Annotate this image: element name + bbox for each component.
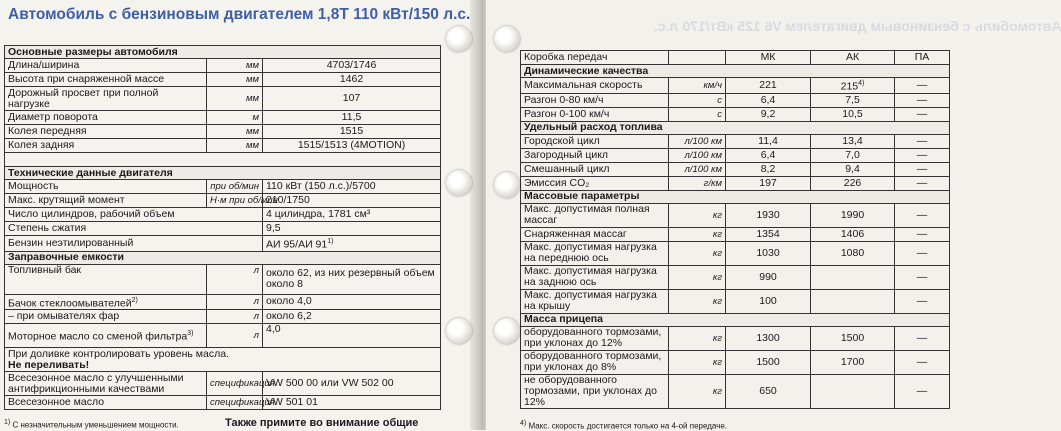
binder-hole — [494, 318, 520, 344]
section-header: Масса прицепа — [521, 313, 950, 326]
table-row: – при омывателях фар л около 6,2 — [5, 310, 441, 324]
table-row: Топливный бак л около 62, из них резервный объем около 8 — [5, 264, 441, 294]
table-row: Колея передняя мм 1515 — [5, 125, 441, 139]
table-row: Колея задняя мм 1515/1513 (4MOTION) — [5, 139, 441, 153]
bottom-text: Также примите во внимание общие — [225, 417, 419, 429]
table-row: Максимальная скорость км/ч 221 215$^{4)}$ — — [521, 78, 950, 94]
binder-hole — [494, 172, 520, 198]
table-row: Снаряженная массаг кг 1354 1406 — — [521, 227, 950, 241]
right-spec-table — [520, 50, 950, 409]
table-row: Городской цикл л/100 км 11,4 13,4 — — [521, 134, 950, 148]
table-row: не оборудованного тормозами, при уклонах до 12% кг 650 — — [521, 374, 950, 408]
table-row: Моторное масло со сменой фильтра$^{3)}$ л 4,0 — [5, 324, 441, 348]
table-row: Число цилиндров, рабочий объем 4 цилиндра, 1781 см³ — [5, 208, 441, 222]
table-row: Мощность при об/мин 110 кВт (150 л.с.)/5700 — [5, 180, 441, 194]
table-row: Высота при снаряженной массе мм 1462 — [5, 73, 441, 87]
binder-hole — [446, 318, 472, 344]
bleed-through-title: Автомобиль с бензиновым двигателем V6 125 кВт/170 л.с. — [654, 18, 1061, 34]
table-row: Макс. допустимая нагрузка на крышу кг 100 — — [521, 289, 950, 313]
footnote-1: $^{1)}$ С незначительным уменьшением мощности. — [4, 419, 179, 430]
table-row: Степень сжатия 9,5 — [5, 222, 441, 236]
table-row: Диаметр поворота м 11,5 — [5, 111, 441, 125]
table-head-row: Коробка передач МК АК ПА — [521, 51, 950, 65]
table-row: Бачок стеклоомывателей$^{2)}$ л около 4,0 — [5, 294, 441, 310]
right-page — [486, 0, 1061, 431]
page-title: Автомобиль с бензиновым двигателем 1,8Т 110 кВт/150 л.с. — [8, 6, 471, 23]
table-row: Разгон 0-80 км/ч с 6,4 7,5 — — [521, 93, 950, 107]
section-header: Основные размеры автомобиля — [5, 46, 441, 59]
table-row: Загородный цикл л/100 км 6,4 7,0 — — [521, 148, 950, 162]
table-row: Длина/ширина мм 4703/1746 — [5, 59, 441, 73]
left-spec-table — [4, 45, 441, 410]
table-row: Макс. допустимая нагрузка на переднюю ось кг 1030 1080 — — [521, 241, 950, 265]
section-header: Динамические качества — [521, 65, 950, 78]
note-row: При доливке контролировать уровень масла. Не переливать! — [5, 348, 441, 372]
table-row: Разгон 0-100 км/ч с 9,2 10,5 — — [521, 107, 950, 121]
section-header: Технические данные двигателя — [5, 167, 441, 180]
table-row: Дорожный просвет при полной нагрузке мм 107 — [5, 87, 441, 111]
table-row: Бензин неэтилированный АИ 95/АИ 91$^{1)}$ — [5, 236, 441, 252]
binder-hole — [446, 170, 472, 196]
spacer-row — [5, 153, 441, 167]
table-row: Всесезонное масло спецификация VW 501 01 — [5, 396, 441, 410]
table-row: оборудованного тормозами, при уклонах до 12% кг 1300 1500 — — [521, 326, 950, 350]
binder-hole — [446, 26, 472, 52]
table-row: оборудованного тормозами, при уклонах до 8% кг 1500 1700 — — [521, 350, 950, 374]
section-header: Удельный расход топлива — [521, 121, 950, 134]
footnote-4: $^{4)}$ Макс. скорость достигается только на 4-ой передаче. — [520, 420, 728, 431]
table-row: Эмиссия CO₂ г/км 197 226 — — [521, 176, 950, 190]
section-header: Заправочные емкости — [5, 251, 441, 264]
left-page — [0, 0, 476, 430]
table-row: Макс. крутящий момент Н·м при об/мин 210/1750 — [5, 194, 441, 208]
table-row: Макс. допустимая полная массаг кг 1930 1990 — — [521, 203, 950, 227]
table-row: Макс. допустимая нагрузка на заднюю ось кг 990 — — [521, 265, 950, 289]
binder-hole — [494, 26, 520, 52]
table-row: Смешанный цикл л/100 км 8,2 9,4 — — [521, 162, 950, 176]
table-row: Всесезонное масло с улучшенными антифрикционными качествами спецификация VW 500 00 или VW 502 00 — [5, 372, 441, 396]
section-header: Массовые параметры — [521, 190, 950, 203]
